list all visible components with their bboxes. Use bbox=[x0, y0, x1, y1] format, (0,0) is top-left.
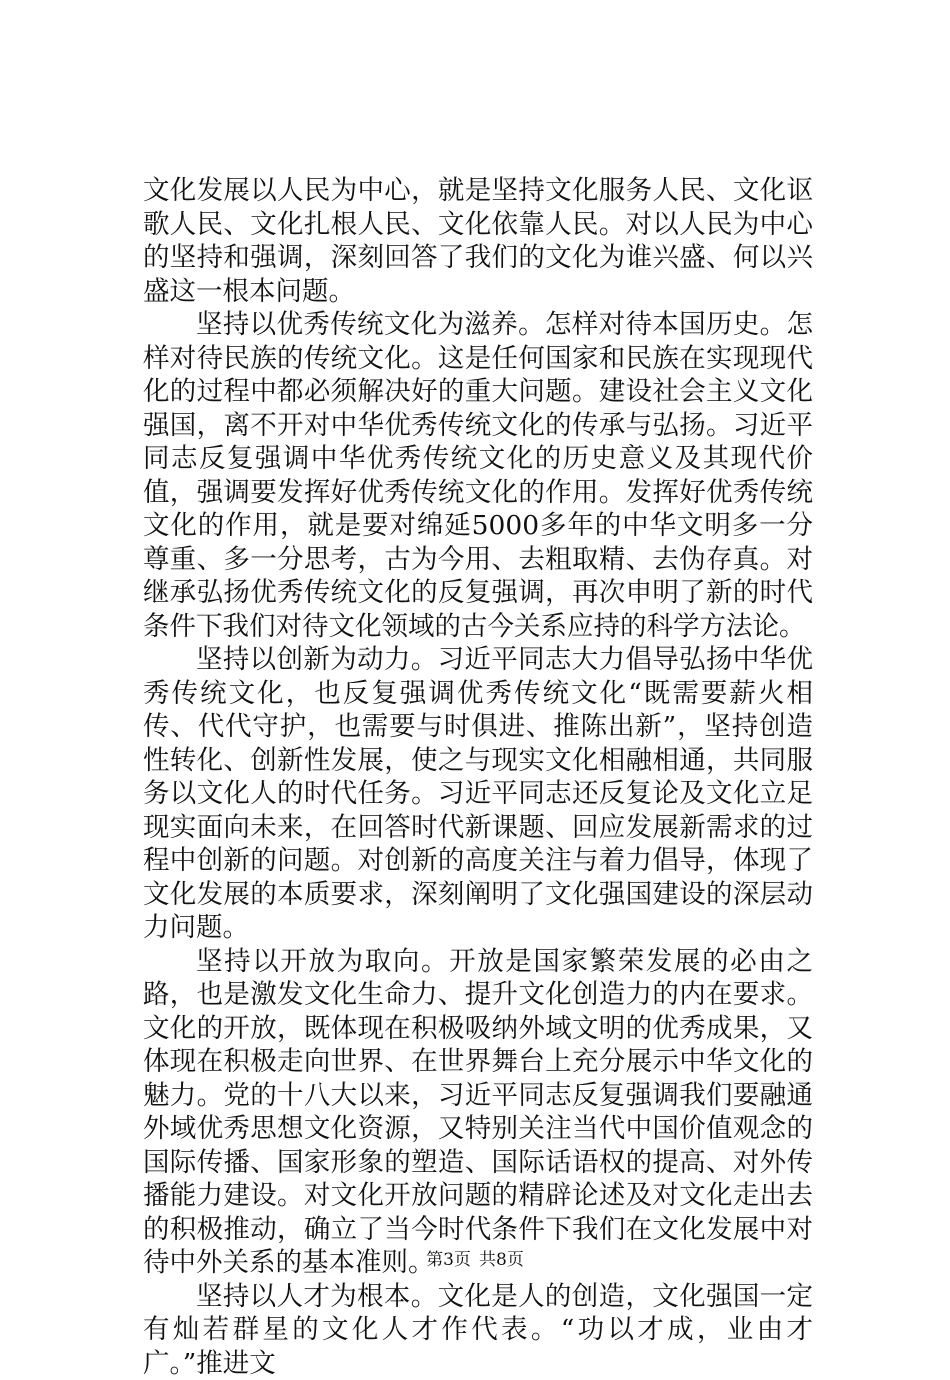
page-number: 第3页 bbox=[426, 1249, 471, 1271]
paragraph: 坚持以创新为动力。习近平同志大力倡导弘扬中华优秀传统文化，也反复强调优秀传统文化“既需要薪火相传、代代守护，也需要与时俱进、推陈出新”，坚持创造性转化、创新性发展，使之与现实文化相融相通，共同服务以文化人的时代任务。习近平同志还反复论及文化立足现实面向未来，在回答时代新课题、回应发展新需求的过程中创新的问题。对创新的高度关注与着力倡导，体现了文化发展的本质要求，深刻阐明了文化强国建设的深层动力问题。 bbox=[143, 643, 813, 945]
page-total: 共8页 bbox=[479, 1249, 524, 1271]
paragraph: 文化发展以人民为中心，就是坚持文化服务人民、文化讴歌人民、文化扎根人民、文化依靠人民。对以人民为中心的坚持和强调，深刻回答了我们的文化为谁兴盛、何以兴盛这一根本问题。 bbox=[143, 174, 813, 308]
paragraph: 坚持以开放为取向。开放是国家繁荣发展的必由之路，也是激发文化生命力、提升文化创造力的内在要求。文化的开放，既体现在积极吸纳外域文明的优秀成果，又体现在积极走向世界、在世界舞台上充分展示中华文化的魅力。党的十八大以来，习近平同志反复强调我们要融通外域优秀思想文化资源，又特别关注当代中国价值观念的国际传播、国家形象的塑造、国际话语权的提高、对外传播能力建设。对文化开放问题的精辟论述及对文化走出去的积极推动，确立了当今时代条件下我们在文化发展中对待中外关系的基本准则。 bbox=[143, 945, 813, 1280]
document-body bbox=[143, 174, 813, 1380]
paragraph: 坚持以优秀传统文化为滋养。怎样对待本国历史。怎样对待民族的传统文化。这是任何国家和民族在实现现代化的过程中都必须解决好的重大问题。建设社会主义文化强国，离不开对中华优秀传统文化的传承与弘扬。习近平同志反复强调中华优秀传统文化的历史意义及其现代价值，强调要发挥好优秀传统文化的作用。发挥好优秀传统文化的作用，就是要对绵延5000多年的中华文明多一分尊重、多一分思考，古为今用、去粗取精、去伪存真。对继承弘扬优秀传统文化的反复强调，再次申明了新的时代条件下我们对待文化领域的古今关系应持的科学方法论。 bbox=[143, 308, 813, 643]
paragraph: 坚持以人才为根本。文化是人的创造，文化强国一定有灿若群星的文化人才作代表。“功以才成，业由才广。”推进文 bbox=[143, 1280, 813, 1380]
page-footer bbox=[0, 1249, 950, 1271]
